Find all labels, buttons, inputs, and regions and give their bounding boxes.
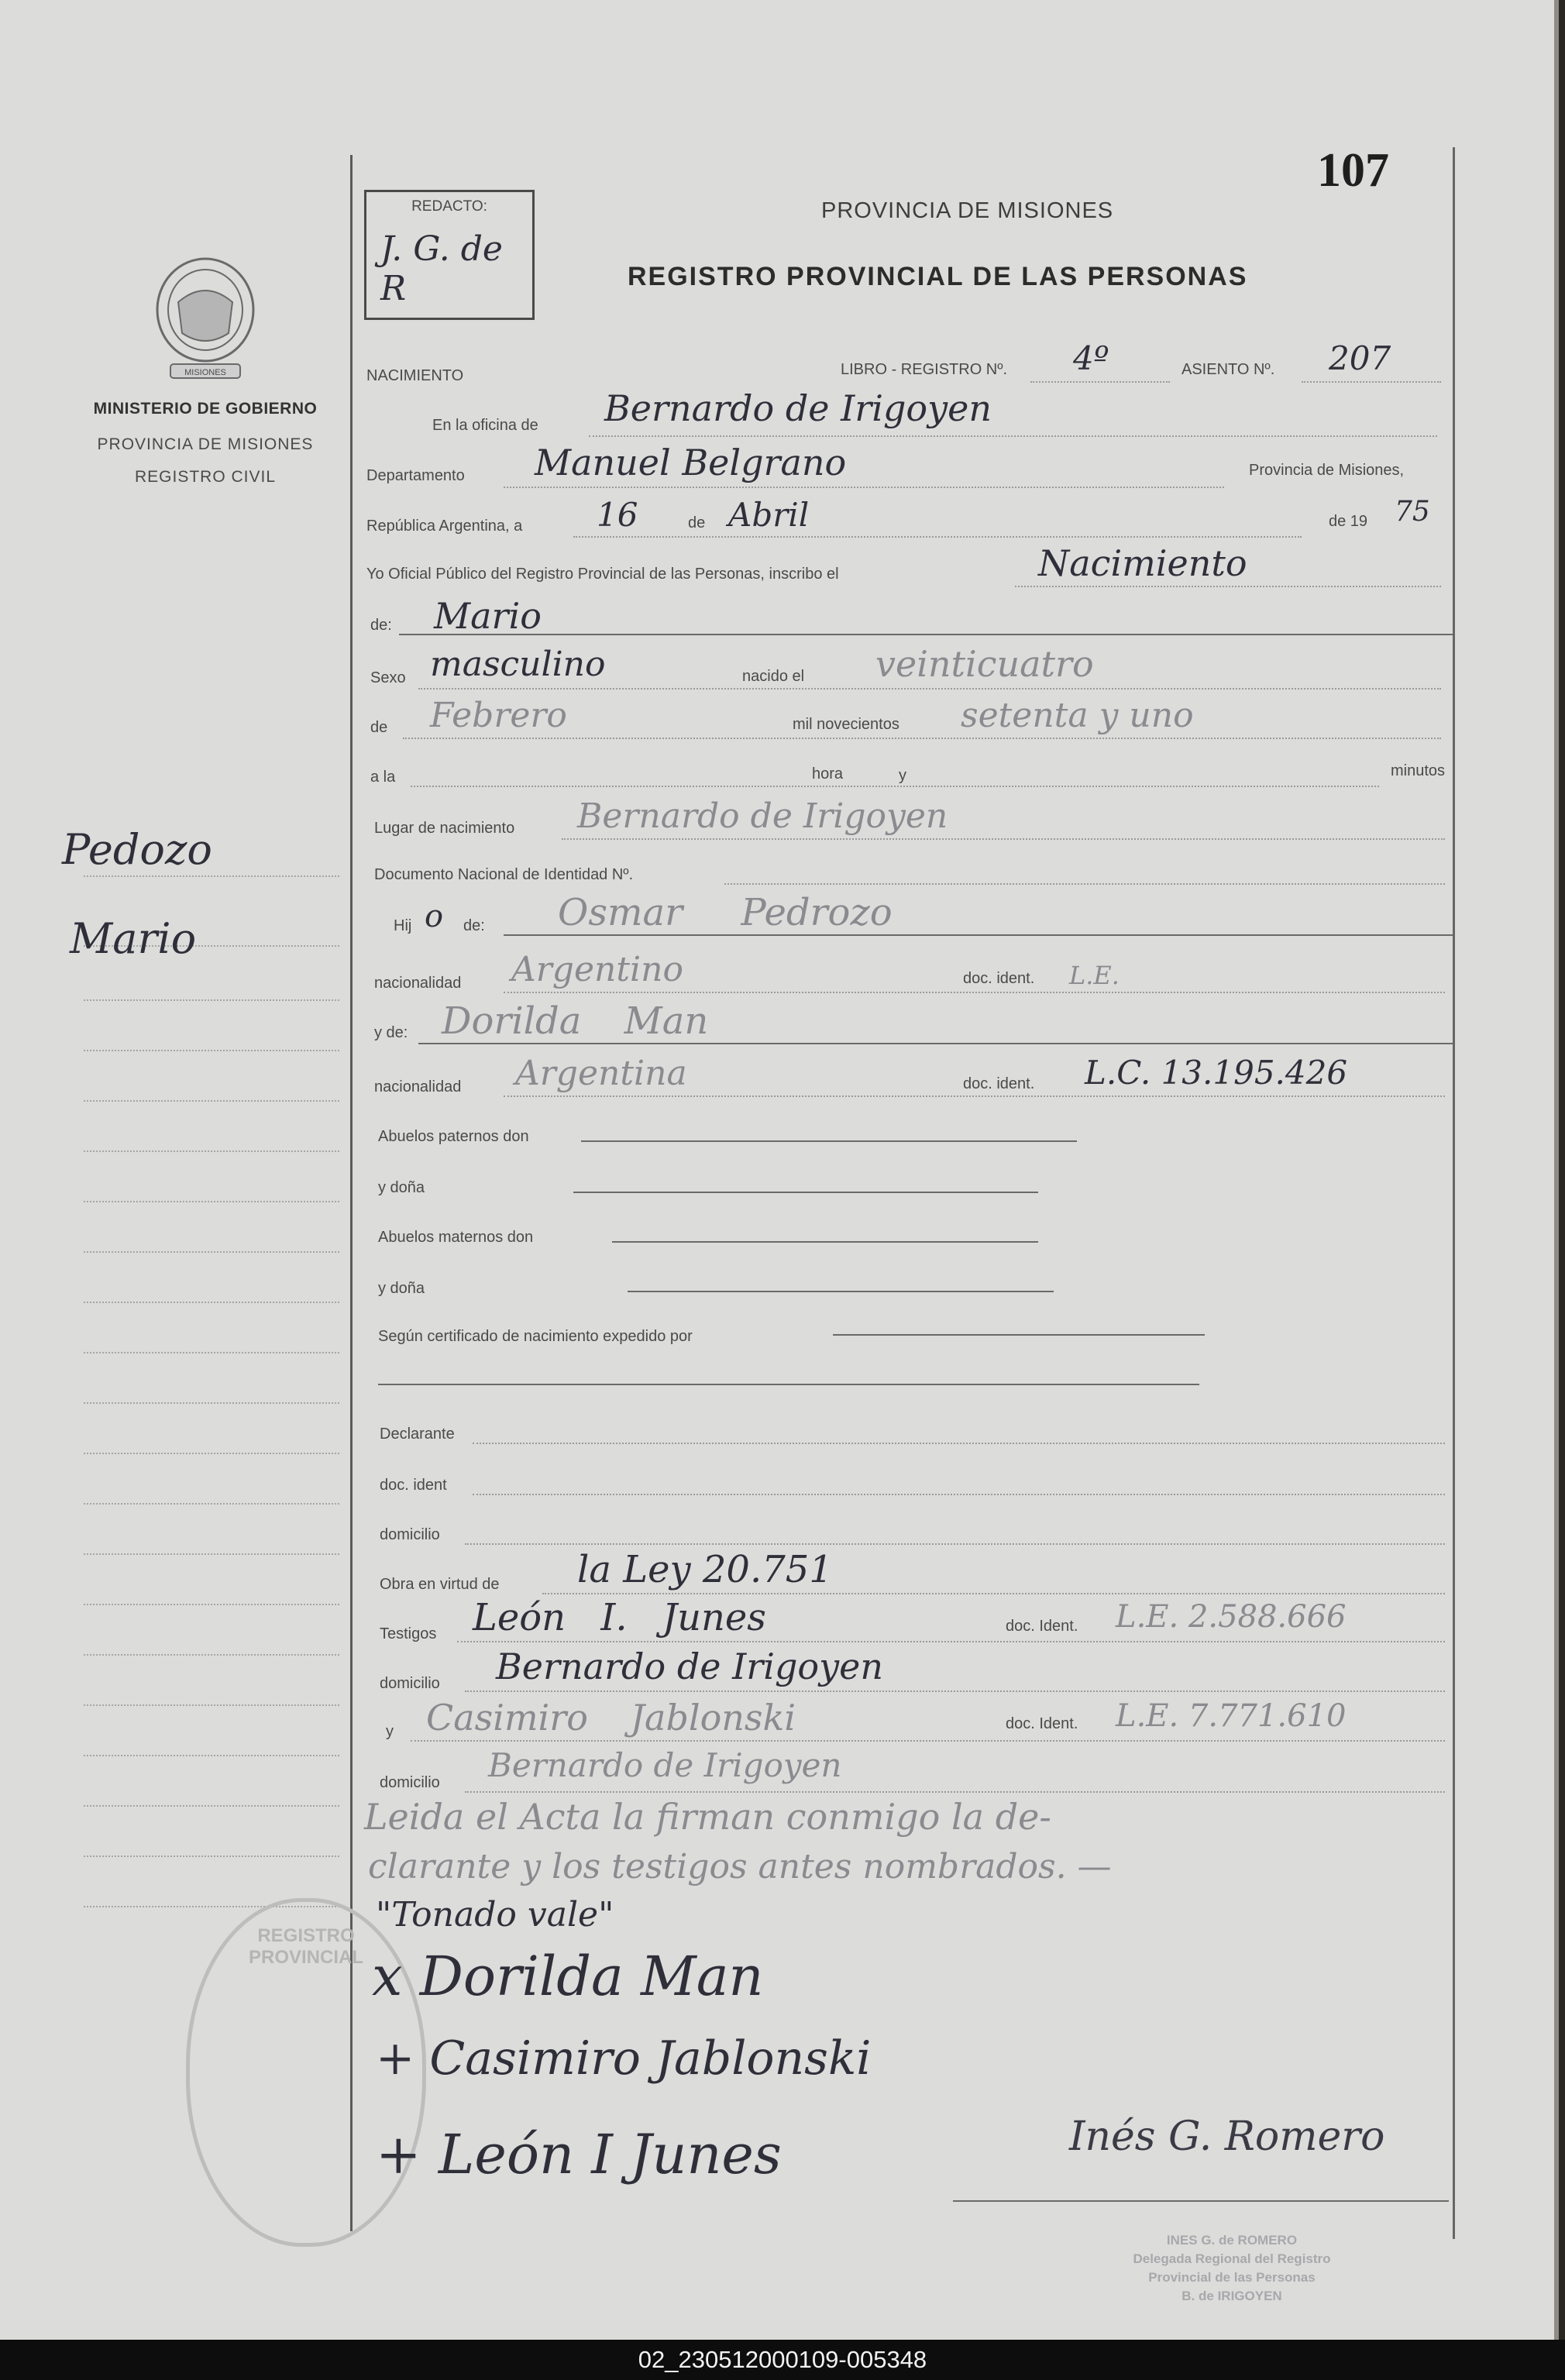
y-de-label: y de: bbox=[374, 1024, 408, 1041]
hijo-value: o bbox=[425, 899, 444, 934]
image-caption: 02_230512000109-005348 bbox=[638, 2346, 927, 2373]
libro-label: LIBRO - REGISTRO Nº. bbox=[841, 361, 1008, 378]
madre-doc-value: L.C. 13.195.426 bbox=[1085, 1054, 1348, 1092]
testigo2-doc: L.E. 7.771.610 bbox=[1116, 1698, 1347, 1734]
republica-label: República Argentina, a bbox=[366, 518, 523, 535]
testigo2-value: Casimiro Jablonski bbox=[426, 1697, 796, 1739]
oficina-label: En la oficina de bbox=[432, 417, 538, 434]
note-line-2: clarante y los testigos antes nombrados. — bbox=[368, 1847, 1112, 1886]
ministry-name: MINISTERIO DE GOBIERNO bbox=[93, 400, 318, 418]
declarante-doc-label: doc. ident bbox=[380, 1477, 447, 1494]
header-province: PROVINCIA DE MISIONES bbox=[821, 198, 1114, 223]
abuelos-maternos-label: Abuelos maternos don bbox=[378, 1229, 534, 1246]
lugar-value: Bernardo de Irigoyen bbox=[577, 796, 948, 836]
de2-label: de: bbox=[370, 617, 392, 634]
provincia-label: Provincia de Misiones, bbox=[1249, 462, 1405, 479]
abuelos-paternos-label: Abuelos paternos don bbox=[378, 1128, 529, 1145]
asiento-value: 207 bbox=[1329, 339, 1391, 377]
registry-seal-text: REGISTRO PROVINCIAL bbox=[248, 1925, 363, 1968]
y2-label: y bbox=[386, 1723, 394, 1740]
minutos-label: minutos bbox=[1391, 762, 1446, 779]
mil-label: mil novecientos bbox=[793, 716, 899, 733]
nombre-value: Mario bbox=[434, 595, 542, 637]
testigo2-domicilio-label: domicilio bbox=[380, 1774, 440, 1791]
margin-surname: Pedozo bbox=[62, 825, 212, 874]
madre-nac-value: Argentina bbox=[515, 1054, 687, 1093]
de3-label: de bbox=[370, 719, 388, 736]
anio-label: de 19 bbox=[1329, 513, 1368, 530]
asiento-label: ASIENTO Nº. bbox=[1181, 361, 1275, 378]
header-title: REGISTRO PROVINCIAL DE LAS PERSONAS bbox=[628, 262, 1248, 291]
hijo-label: Hij bbox=[394, 917, 412, 934]
declarante-label: Declarante bbox=[380, 1426, 455, 1443]
testigo1-doc-label: doc. Ident. bbox=[1006, 1618, 1078, 1635]
hora-label: hora bbox=[812, 765, 844, 782]
stamp-line-2: Delegada Regional del Registro bbox=[1133, 2251, 1331, 2266]
testigo2-doc-label: doc. Ident. bbox=[1006, 1715, 1078, 1732]
libro-value: 4º bbox=[1073, 339, 1109, 377]
padre-value: Osmar Pedrozo bbox=[558, 891, 893, 934]
signature-leon: + León I Junes bbox=[376, 2123, 782, 2186]
departamento-value: Manuel Belgrano bbox=[535, 442, 847, 483]
abuelos-maternos-dona-label: y doña bbox=[378, 1280, 425, 1297]
padre-doc-value: L.E. bbox=[1069, 961, 1120, 990]
right-rule bbox=[1453, 147, 1455, 2239]
stamp-line-1: INES G. de ROMERO bbox=[1166, 2233, 1298, 2248]
dni-label: Documento Nacional de Identidad Nº. bbox=[374, 866, 634, 883]
testigo1-domicilio-label: domicilio bbox=[380, 1675, 440, 1692]
padre-nac-value: Argentino bbox=[511, 950, 683, 989]
declarante-domicilio-label: domicilio bbox=[380, 1526, 440, 1543]
mes-nac-value: Febrero bbox=[430, 696, 567, 735]
abuelos-paternos-dona-label: y doña bbox=[378, 1179, 425, 1196]
a-la-label: a la bbox=[370, 769, 396, 786]
oficina-value: Bernardo de Irigoyen bbox=[604, 387, 992, 429]
dia-value: 16 bbox=[597, 496, 638, 534]
seal-label: MISIONES bbox=[184, 368, 226, 377]
madre-doc-label: doc. ident. bbox=[963, 1075, 1035, 1092]
departamento-label: Departamento bbox=[366, 467, 465, 484]
lugar-label: Lugar de nacimiento bbox=[374, 820, 515, 837]
stamp-line-4: B. de IRIGOYEN bbox=[1181, 2289, 1282, 2303]
margin-name: Mario bbox=[70, 914, 197, 963]
record-type-label: NACIMIENTO bbox=[366, 367, 464, 384]
signature-casimiro: + Casimiro Jablonski bbox=[376, 2031, 872, 2086]
oficial-label: Yo Oficial Público del Registro Provincial de las Personas, inscribo el bbox=[366, 566, 839, 583]
coat-of-arms-emblem bbox=[147, 256, 263, 380]
redacto-label: REDACTO: bbox=[411, 198, 487, 215]
segun-label: Según certificado de nacimiento expedido por bbox=[378, 1328, 693, 1345]
nacido-value: veinticuatro bbox=[875, 643, 1094, 685]
official-stamp bbox=[1054, 2231, 1410, 2306]
testigos-label: Testigos bbox=[380, 1625, 437, 1642]
y-label: y bbox=[899, 767, 906, 784]
redacto-value: J. G. de R bbox=[380, 229, 503, 308]
obra-value: la Ley 20.751 bbox=[577, 1548, 833, 1591]
sexo-value: masculino bbox=[430, 645, 606, 684]
testigo1-dom: Bernardo de Irigoyen bbox=[496, 1646, 883, 1687]
madre-value: Dorilda Man bbox=[442, 999, 709, 1043]
hijo-de-label: de: bbox=[463, 917, 485, 934]
oficial-value: Nacimiento bbox=[1038, 542, 1247, 584]
padre-doc-label: doc. ident. bbox=[963, 970, 1035, 987]
ministry-registry: REGISTRO CIVIL bbox=[134, 468, 277, 486]
signature-official: Inés G. Romero bbox=[1069, 2113, 1385, 2160]
madre-nac-label: nacionalidad bbox=[374, 1078, 462, 1095]
note-line-1: Leida el Acta la firman conmigo la de- bbox=[364, 1796, 1051, 1838]
stamp-line-3: Provincial de las Personas bbox=[1148, 2270, 1316, 2285]
de-label: de bbox=[688, 514, 706, 531]
anio-value: 75 bbox=[1395, 496, 1430, 528]
redacto-box bbox=[364, 190, 535, 320]
signature-dorilda: x Dorilda Man bbox=[372, 1945, 764, 2008]
testigo1-value: León I. Junes bbox=[473, 1596, 766, 1639]
mil-value: setenta y uno bbox=[961, 696, 1194, 735]
note-line-3: "Tonado vale" bbox=[376, 1895, 614, 1935]
page-number: 107 bbox=[1317, 144, 1389, 197]
sexo-label: Sexo bbox=[370, 669, 406, 686]
obra-label: Obra en virtud de bbox=[380, 1576, 500, 1593]
nacido-label: nacido el bbox=[742, 668, 805, 685]
testigo1-doc: L.E. 2.588.666 bbox=[1116, 1599, 1347, 1635]
testigo2-dom: Bernardo de Irigoyen bbox=[488, 1746, 842, 1784]
padre-nac-label: nacionalidad bbox=[374, 975, 462, 992]
mes-value: Abril bbox=[728, 496, 810, 534]
ministry-province: PROVINCIA DE MISIONES bbox=[97, 435, 314, 453]
